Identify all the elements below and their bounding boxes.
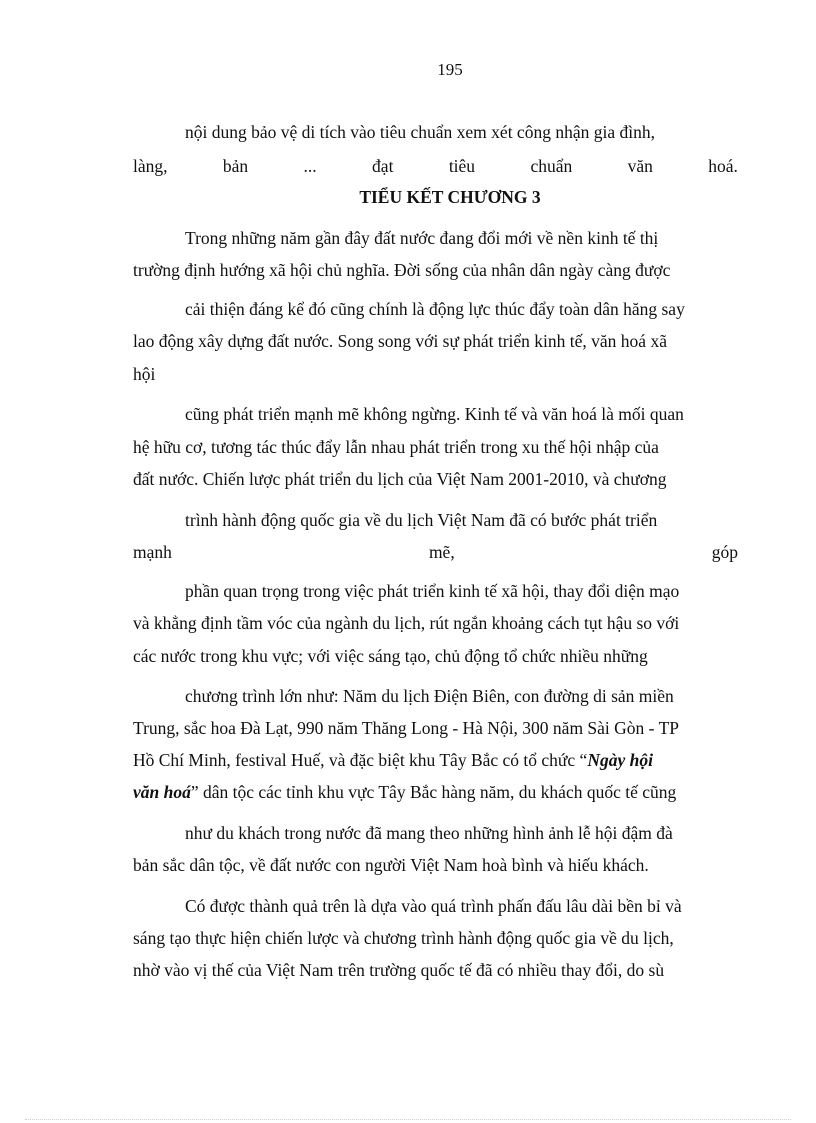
text-line: lao động xây dựng đất nước. Song song với sự phát triển kinh tế, văn hoá xã — [133, 331, 667, 351]
text-line: Có được thành quả trên là dựa vào quá trình phấn đấu lâu dài bền bỉ và — [185, 896, 682, 916]
page-number: 195 — [437, 60, 463, 79]
text-line: và khẳng định tầm vóc của ngành du lịch, rút ngắn khoảng cách tụt hậu so với — [133, 613, 680, 633]
text-line: phần quan trọng trong việc phát triển kinh tế xã hội, thay đổi diện mạo — [185, 581, 680, 601]
word: văn — [627, 156, 653, 176]
text-run: ” dân tộc các tỉnh khu vực Tây Bắc hàng năm, du khách quốc tế cũng — [190, 782, 677, 802]
text-line: trường định hướng xã hội chủ nghĩa. Đời sống của nhân dân ngày càng được — [133, 260, 671, 280]
page-bottom-dotted-rule — [25, 1119, 791, 1120]
text-line: đất nước. Chiến lược phát triển du lịch của Việt Nam 2001-2010, và chương — [133, 469, 667, 489]
word: ... — [303, 156, 317, 176]
text-line: cũng phát triển mạnh mẽ không ngừng. Kinh tế và văn hoá là mối quan — [185, 404, 684, 424]
text-line-justified — [133, 155, 738, 177]
text-line-justified — [133, 541, 738, 563]
text-line: trình hành động quốc gia về du lịch Việt Nam đã có bước phát triển — [185, 510, 658, 530]
text-run: Hồ Chí Minh, festival Huế, và đặc biệt khu Tây Bắc có tổ chức “ — [133, 750, 588, 770]
text-line: như du khách trong nước đã mang theo những hình ảnh lễ hội đậm đà — [185, 823, 673, 843]
emphasis-text: văn hoá — [133, 782, 191, 802]
text-line: hệ hữu cơ, tương tác thúc đẩy lẫn nhau phát triển trong xu thế hội nhập của — [133, 437, 659, 457]
text-line — [133, 781, 676, 803]
text-line — [133, 749, 653, 771]
word: tiêu — [448, 156, 476, 176]
text-line: nhờ vào vị thế của Việt Nam trên trường quốc tế đã có nhiều thay đổi, do sù — [133, 960, 665, 980]
emphasis-text: Ngày hội — [587, 750, 653, 770]
text-line: các nước trong khu vực; với việc sáng tạo, chủ động tổ chức nhiều những — [133, 646, 648, 666]
text-line: Trong những năm gần đây đất nước đang đổi mới về nền kinh tế thị — [185, 228, 659, 248]
word: hoá. — [708, 156, 738, 176]
text-line: bản sắc dân tộc, về đất nước con người Việt Nam hoà bình và hiếu khách. — [133, 855, 649, 875]
text-line: sáng tạo thực hiện chiến lược và chương trình hành động quốc gia về du lịch, — [133, 928, 674, 948]
chapter-summary-heading: TIỂU KẾT CHƯƠNG 3 — [359, 187, 541, 207]
word: đạt — [372, 156, 394, 176]
word: mẽ, — [428, 542, 455, 562]
text-line: hội — [133, 364, 156, 384]
text-line: nội dung bảo vệ di tích vào tiêu chuẩn xem xét công nhận gia đình, — [185, 122, 655, 142]
word: góp — [711, 542, 738, 562]
word: chuẩn — [530, 156, 573, 176]
word: mạnh — [133, 542, 172, 562]
word: làng, — [133, 156, 168, 176]
text-line: Trung, sắc hoa Đà Lạt, 990 năm Thăng Long - Hà Nội, 300 năm Sài Gòn - TP — [133, 718, 679, 738]
text-line: chương trình lớn như: Năm du lịch Điện Biên, con đường di sản miền — [185, 686, 674, 706]
text-line: cải thiện đáng kể đó cũng chính là động lực thúc đẩy toàn dân hăng say — [185, 299, 685, 319]
word: bản — [222, 156, 249, 176]
